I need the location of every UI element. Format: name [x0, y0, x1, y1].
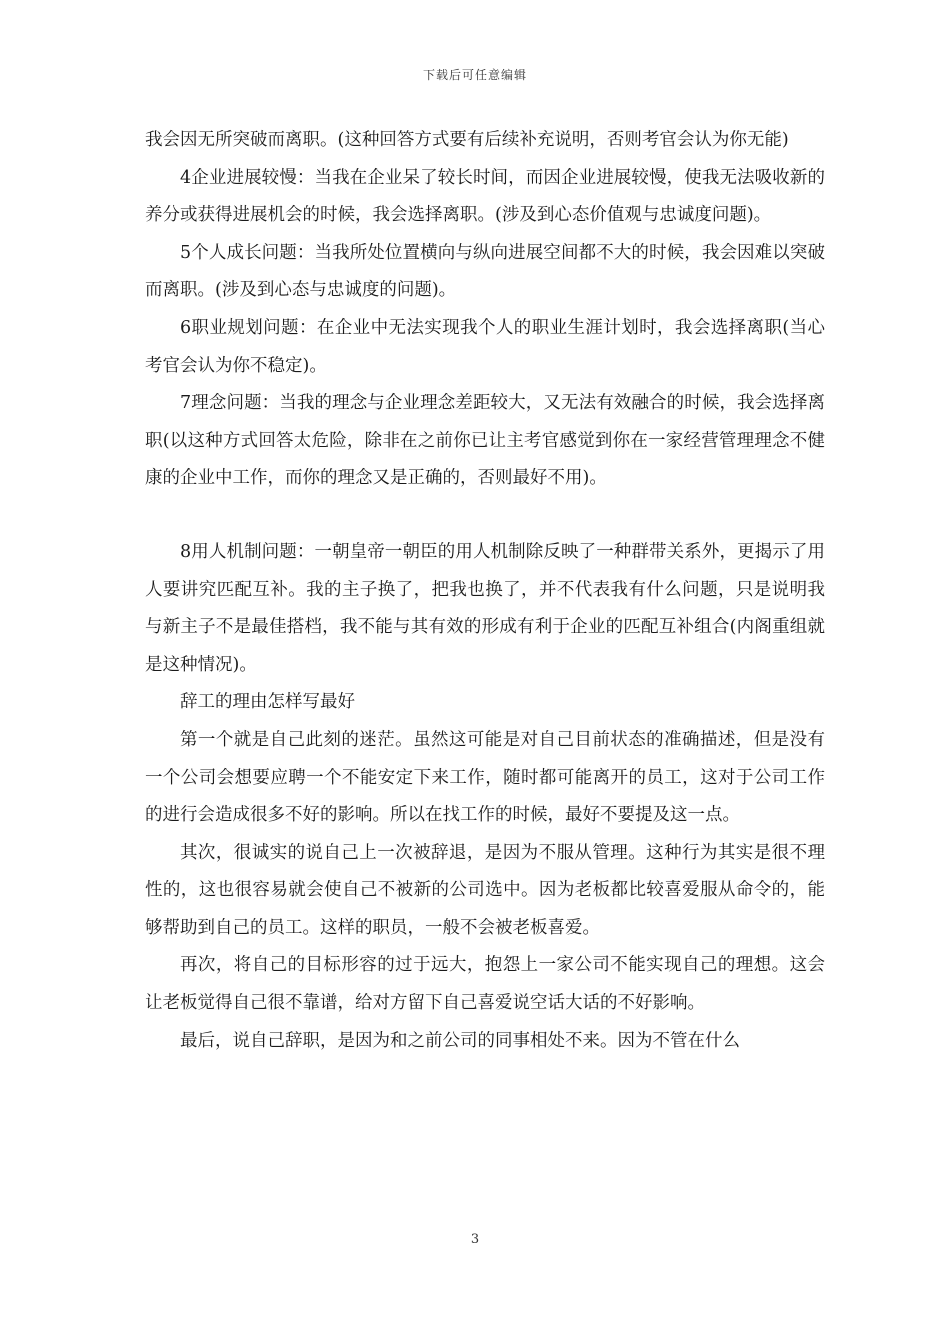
section-heading: 辞工的理由怎样写最好	[180, 692, 355, 713]
paragraph-last: 最后，说自己辞职，是因为和之前公司的同事相处不来。因为不管在什么	[180, 1030, 740, 1051]
paragraph-reason-4: 4企业进展较慢：当我在企业呆了较长时间，而因企业进展较慢，使我无法吸收新的养分或获得进展机会的时候，我会选择离职。(涉及到心态价值观与忠诚度问题)。	[145, 167, 825, 226]
document-body	[145, 122, 825, 1060]
paragraph-continuation: 我会因无所突破而离职。(这种回答方式要有后续补充说明，否则考官会认为你无能)	[145, 130, 789, 150]
paragraph-reason-6: 6职业规划问题：在企业中无法实现我个人的职业生涯计划时，我会选择离职(当心考官会认为你不稳定)。	[145, 317, 825, 376]
page-number: 3	[470, 1232, 480, 1247]
paragraph-second: 其次，很诚实的说自己上一次被辞退，是因为不服从管理。这种行为其实是很不理性的，这也很容易就会使自己不被新的公司选中。因为老板都比较喜爱服从命令的，能够帮助到自己的员工。这样的职员，一般不会被老板喜爱。	[145, 842, 825, 938]
paragraph-reason-8: 8用人机制问题：一朝皇帝一朝臣的用人机制除反映了一种群带关系外，更揭示了用人要讲究匹配互补。我的主子换了，把我也换了，并不代表我有什么问题，只是说明我与新主子不是最佳搭档，我不能与其有效的形成有利于企业的匹配互补组合(内阁重组就是这种情况)。	[145, 541, 825, 675]
paragraph-third: 再次，将自己的目标形容的过于远大，抱怨上一家公司不能实现自己的理想。这会让老板觉得自己很不靠谱，给对方留下自己喜爱说空话大话的不好影响。	[145, 955, 825, 1014]
paragraph-reason-7: 7理念问题：当我的理念与企业理念差距较大，又无法有效融合的时候，我会选择离职(以这种方式回答太危险，除非在之前你已让主考官感觉到你在一家经营管理理念不健康的企业中工作，而你的理念又是正确的，否则最好不用)。	[145, 393, 825, 489]
paragraph-first: 第一个就是自己此刻的迷茫。虽然这可能是对自己目前状态的准确描述，但是没有一个公司会想要应聘一个不能安定下来工作，随时都可能离开的员工，这对于公司工作的进行会造成很多不好的影响。所以在找工作的时候，最好不要提及这一点。	[145, 729, 825, 826]
page-header: 下载后可任意编辑	[422, 68, 527, 82]
paragraph-reason-5: 5个人成长问题：当我所处位置横向与纵向进展空间都不大的时候，我会因难以突破而离职。(涉及到心态与忠诚度的问题)。	[145, 242, 825, 301]
